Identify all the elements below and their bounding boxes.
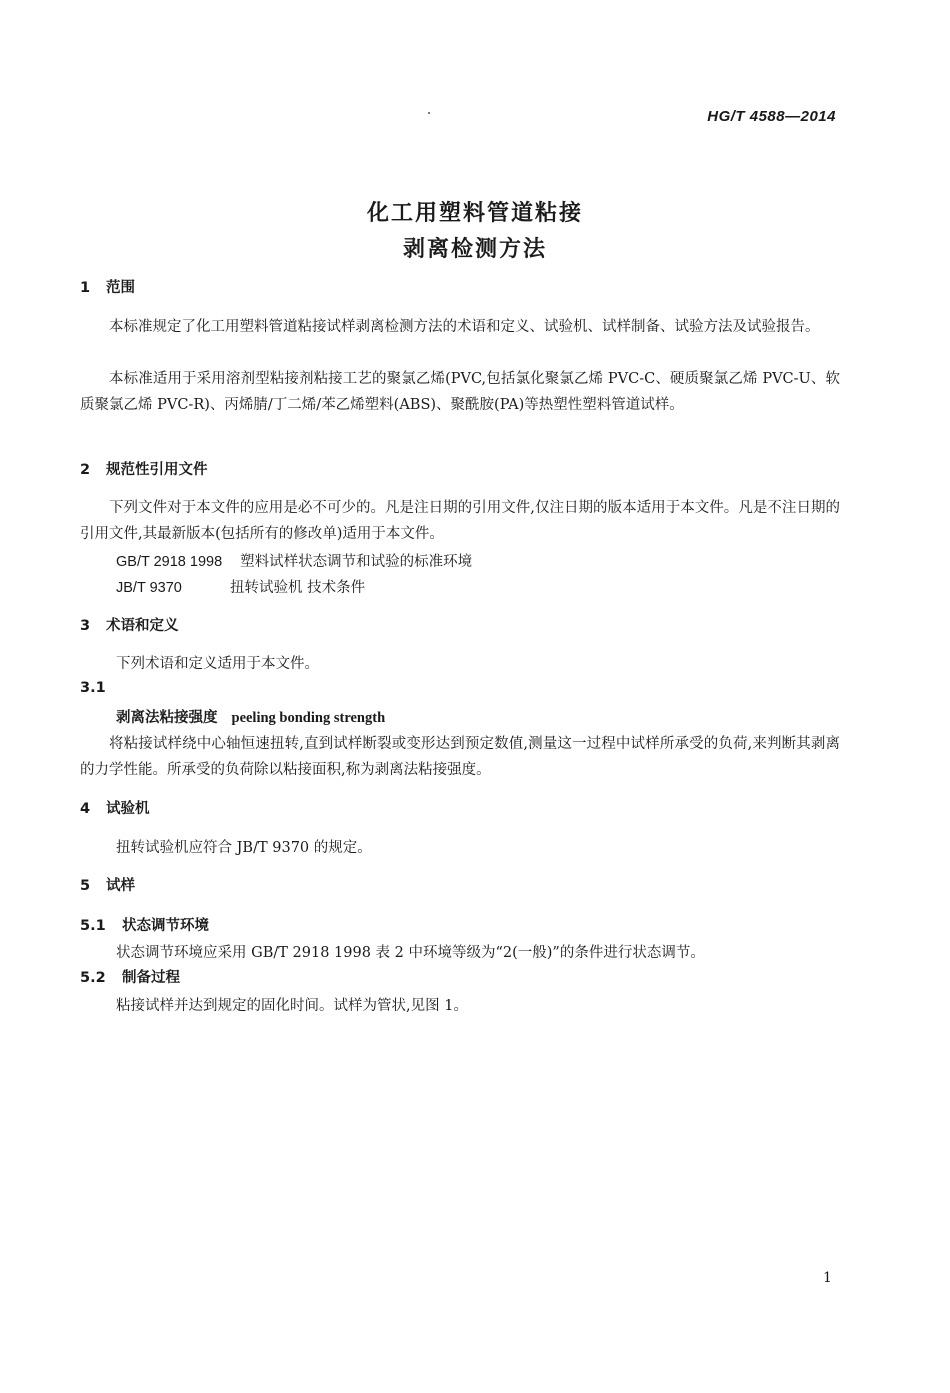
section-number: 3 [80,618,91,634]
subsection-title: 制备过程 [122,970,180,986]
reference-title: 塑料试样状态调节和试验的标准环境 [240,554,473,570]
section-number: 4 [80,801,91,817]
term-entry [116,706,385,727]
section-3-paragraph-1: 下列术语和定义适用于本文件。 [116,656,319,672]
term-definition: 将粘接试样绕中心轴恒速扭转,直到试样断裂或变形达到预定数值,测量这一过程中试样所承受的负荷,来判断其剥离的力学性能。所承受的负荷除以粘接面积,称为剥离法粘接强度。 [80,736,840,778]
section-5-heading [80,874,135,895]
section-title: 试样 [106,878,135,894]
section-4-paragraph-1: 扭转试验机应符合 JB/T 9370 的规定。 [116,840,372,856]
normative-reference-1 [116,550,472,571]
section-3-heading [80,614,179,635]
term-english: peeling bonding strength [231,710,386,726]
scan-speck [428,112,430,114]
section-1-heading [80,276,135,297]
reference-code: GB/T 2918 1998 [116,554,223,570]
term-chinese: 剥离法粘接强度 [116,710,218,726]
subsection-number: 5.2 [80,970,106,986]
section-2-heading [80,458,208,479]
section-title: 术语和定义 [106,618,179,634]
section-number: 2 [80,462,91,478]
document-title-line-1: 化工用塑料管道粘接 [366,201,583,226]
reference-title: 扭转试验机 技术条件 [230,580,366,596]
section-4-heading [80,797,150,818]
subsection-5-1-heading [80,914,209,935]
normative-reference-2 [116,576,365,597]
section-1-paragraph-1: 本标准规定了化工用塑料管道粘接试样剥离检测方法的术语和定义、试验机、试样制备、试验方法及试验报告。 [109,319,820,335]
subsection-title: 状态调节环境 [122,918,209,934]
document-title-line-2: 剥离检测方法 [402,237,547,262]
section-title: 范围 [106,280,135,296]
subsection-5-2-heading [80,966,180,987]
reference-code: JB/T 9370 [116,580,182,596]
section-2-paragraph-1: 下列文件对于本文件的应用是必不可少的。凡是注日期的引用文件,仅注日期的版本适用于本文件。凡是不注日期的引用文件,其最新版本(包括所有的修改单)适用于本文件。 [80,500,840,542]
subsection-number: 5.1 [80,918,106,934]
section-number: 1 [80,280,91,296]
standard-code: HG/T 4588—2014 [707,108,836,125]
page-number: 1 [823,1270,832,1286]
section-title: 规范性引用文件 [106,462,208,478]
section-1-paragraph-2: 本标准适用于采用溶剂型粘接剂粘接工艺的聚氯乙烯(PVC,包括氯化聚氯乙烯 PVC-C、硬质聚氯乙烯 PVC-U、软质聚氯乙烯 PVC-R)、丙烯腈/丁二烯/苯乙烯塑料(ABS)、聚酰胺(PA)等热塑性塑料管道试样。 [80,371,840,413]
section-title: 试验机 [106,801,150,817]
subsection-5-1-text: 状态调节环境应采用 GB/T 2918 1998 表 2 中环境等级为“2(一般)”的条件进行状态调节。 [116,945,705,961]
section-number: 5 [80,878,91,894]
subsection-5-2-text: 粘接试样并达到规定的固化时间。试样为管状,见图 1。 [116,998,468,1014]
subsection-3-1-number: 3.1 [80,680,106,696]
